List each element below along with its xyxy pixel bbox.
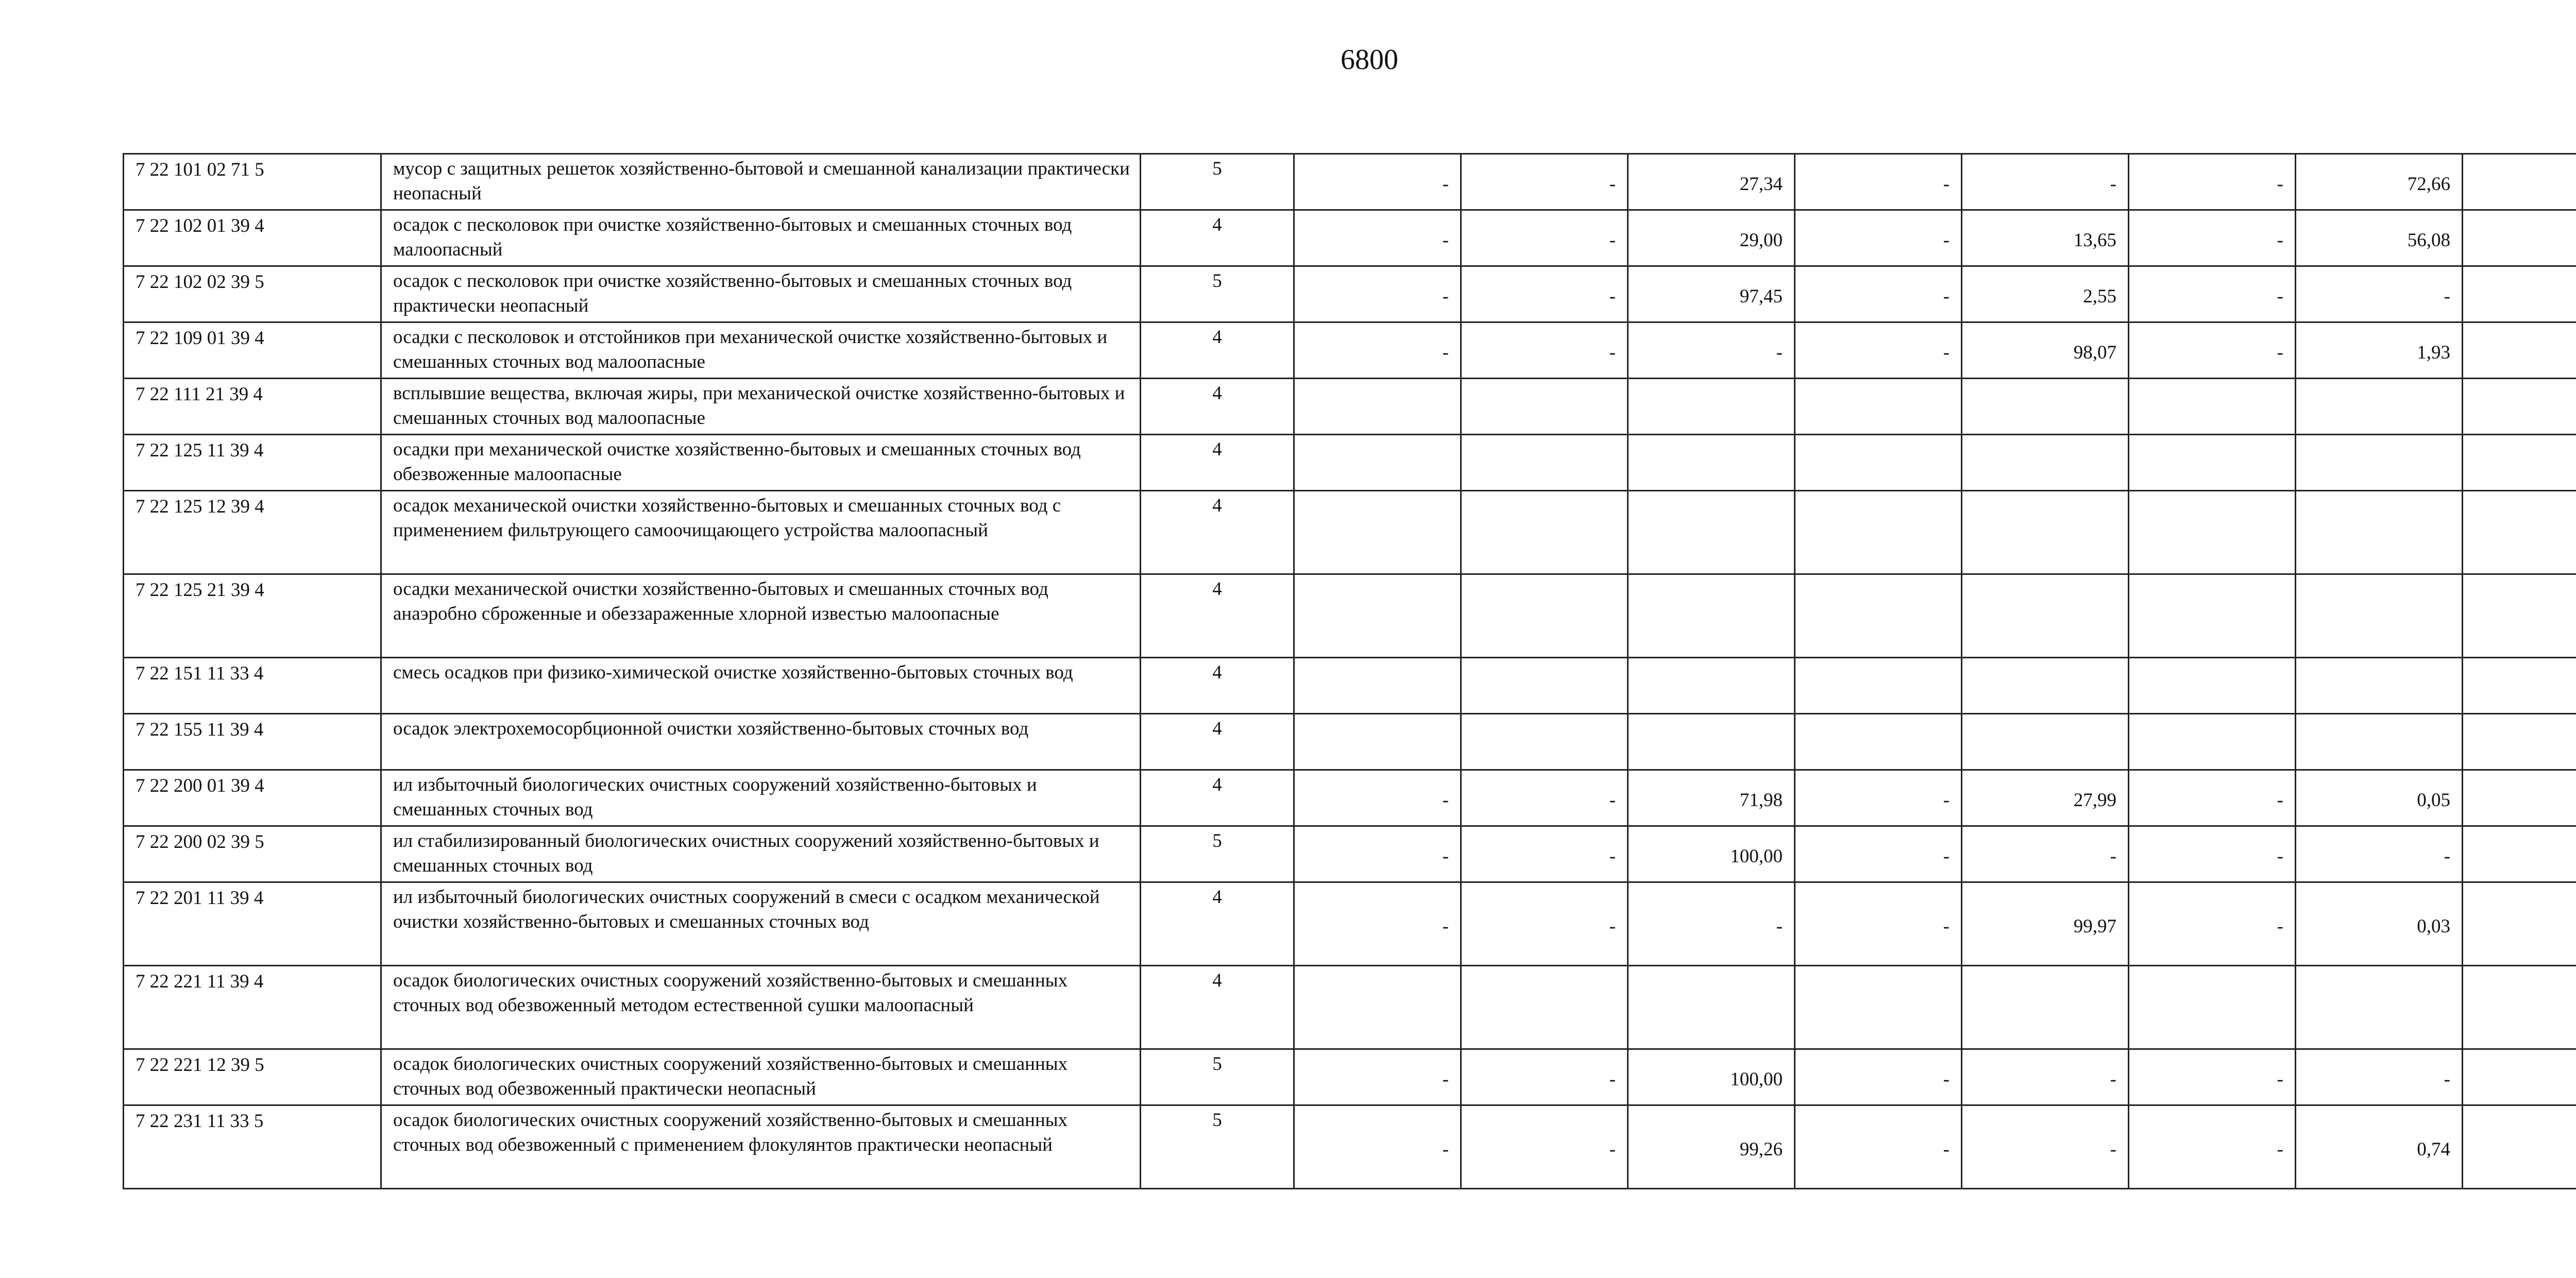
- table-row: [124, 322, 2576, 379]
- composition-value-cell: [2463, 210, 2576, 266]
- composition-value-cell: [2129, 435, 2296, 491]
- hazard-class-cell: 4: [1141, 210, 1294, 266]
- composition-value-cell: -: [1962, 826, 2129, 882]
- composition-value-cell: [1461, 714, 1628, 770]
- composition-value-cell: -: [1628, 322, 1795, 379]
- waste-code-cell: 7 22 151 11 33 4: [124, 658, 381, 714]
- table-row: [124, 966, 2576, 1049]
- hazard-class-cell: 4: [1141, 714, 1294, 770]
- composition-value-cell: -: [1628, 882, 1795, 966]
- composition-value-cell: -: [1795, 770, 1962, 826]
- page-number: 6800: [1341, 44, 1398, 76]
- composition-value-cell: [1294, 574, 1461, 658]
- composition-value-cell: [1795, 379, 1962, 435]
- composition-value-cell: 98,07: [1962, 322, 2129, 379]
- composition-value-cell: [2463, 882, 2576, 966]
- composition-value-cell: [2296, 379, 2463, 435]
- composition-value-cell: [2129, 714, 2296, 770]
- waste-code-cell: 7 22 109 01 39 4: [124, 322, 381, 379]
- composition-value-cell: [2463, 322, 2576, 379]
- composition-value-cell: -: [2129, 154, 2296, 210]
- composition-value-cell: -: [1461, 882, 1628, 966]
- hazard-class-cell: 5: [1141, 266, 1294, 322]
- waste-code-cell: 7 22 125 11 39 4: [124, 435, 381, 491]
- composition-value-cell: -: [1461, 154, 1628, 210]
- composition-value-cell: [2463, 658, 2576, 714]
- composition-value-cell: -: [1461, 1105, 1628, 1189]
- composition-value-cell: [2463, 435, 2576, 491]
- composition-value-cell: -: [2296, 826, 2463, 882]
- waste-name-cell: осадки при механической очистке хозяйственно-бытовых и смешанных сточных вод обезвоженные малоопасные: [381, 435, 1141, 491]
- composition-value-cell: [2296, 435, 2463, 491]
- composition-value-cell: [1795, 491, 1962, 574]
- composition-value-cell: [1628, 379, 1795, 435]
- waste-code-cell: 7 22 101 02 71 5: [124, 154, 381, 210]
- composition-value-cell: [1628, 435, 1795, 491]
- composition-value-cell: [1294, 966, 1461, 1049]
- composition-value-cell: -: [1461, 266, 1628, 322]
- composition-value-cell: 99,26: [1628, 1105, 1795, 1189]
- composition-value-cell: 97,45: [1628, 266, 1795, 322]
- composition-value-cell: 0,74: [2296, 1105, 2463, 1189]
- table-body: [124, 154, 2576, 1189]
- waste-name-cell: ил избыточный биологических очистных сооружений хозяйственно-бытовых и смешанных сточных вод: [381, 770, 1141, 826]
- composition-value-cell: [2129, 966, 2296, 1049]
- waste-code-cell: 7 22 221 11 39 4: [124, 966, 381, 1049]
- hazard-class-cell: 4: [1141, 379, 1294, 435]
- waste-name-cell: ил избыточный биологических очистных сооружений в смеси с осадком механической очистки хозяйственно-бытовых и смешанных сточных вод: [381, 882, 1141, 966]
- composition-value-cell: [2129, 574, 2296, 658]
- composition-value-cell: 99,97: [1962, 882, 2129, 966]
- composition-value-cell: [1795, 435, 1962, 491]
- hazard-class-cell: 4: [1141, 574, 1294, 658]
- composition-value-cell: 27,34: [1628, 154, 1795, 210]
- composition-value-cell: -: [1461, 770, 1628, 826]
- hazard-class-cell: 4: [1141, 658, 1294, 714]
- hazard-class-cell: 4: [1141, 435, 1294, 491]
- composition-value-cell: -: [1294, 882, 1461, 966]
- composition-value-cell: -: [2129, 1105, 2296, 1189]
- composition-value-cell: -: [1795, 1049, 1962, 1105]
- hazard-class-cell: 5: [1141, 826, 1294, 882]
- table-row: [124, 379, 2576, 435]
- composition-value-cell: [2463, 1105, 2576, 1189]
- waste-name-cell: осадок механической очистки хозяйственно-бытовых и смешанных сточных вод с применением фильтрующего самоочищающего устройства малоопасный: [381, 491, 1141, 574]
- composition-value-cell: -: [1294, 770, 1461, 826]
- composition-value-cell: 29,00: [1628, 210, 1795, 266]
- composition-value-cell: [1628, 574, 1795, 658]
- composition-value-cell: -: [1294, 1105, 1461, 1189]
- hazard-class-cell: 4: [1141, 322, 1294, 379]
- composition-value-cell: -: [1294, 266, 1461, 322]
- composition-value-cell: [1628, 966, 1795, 1049]
- composition-value-cell: [2296, 491, 2463, 574]
- composition-value-cell: -: [1795, 1105, 1962, 1189]
- composition-value-cell: 72,66: [2296, 154, 2463, 210]
- waste-code-cell: 7 22 201 11 39 4: [124, 882, 381, 966]
- composition-value-cell: [1962, 574, 2129, 658]
- composition-value-cell: [1962, 491, 2129, 574]
- composition-value-cell: [1461, 491, 1628, 574]
- table-row: [124, 1049, 2576, 1105]
- composition-value-cell: -: [1962, 1105, 2129, 1189]
- composition-value-cell: 100,00: [1628, 826, 1795, 882]
- composition-value-cell: -: [1962, 1049, 2129, 1105]
- composition-value-cell: [1962, 435, 2129, 491]
- composition-value-cell: -: [1461, 210, 1628, 266]
- composition-value-cell: [1294, 491, 1461, 574]
- waste-name-cell: осадки с песколовок и отстойников при механической очистке хозяйственно-бытовых и смешанных сточных вод малоопасные: [381, 322, 1141, 379]
- composition-value-cell: -: [1795, 882, 1962, 966]
- composition-value-cell: [2463, 826, 2576, 882]
- composition-value-cell: 0,03: [2296, 882, 2463, 966]
- composition-value-cell: -: [1294, 1049, 1461, 1105]
- waste-name-cell: смесь осадков при физико-химической очистке хозяйственно-бытовых сточных вод: [381, 658, 1141, 714]
- waste-name-cell: осадок электрохемосорбционной очистки хозяйственно-бытовых сточных вод: [381, 714, 1141, 770]
- composition-value-cell: [1628, 491, 1795, 574]
- composition-value-cell: [1962, 658, 2129, 714]
- composition-value-cell: 0,05: [2296, 770, 2463, 826]
- composition-value-cell: [1962, 966, 2129, 1049]
- waste-name-cell: осадок с песколовок при очистке хозяйственно-бытовых и смешанных сточных вод практически неопасный: [381, 266, 1141, 322]
- composition-value-cell: [1962, 379, 2129, 435]
- composition-value-cell: [2463, 1049, 2576, 1105]
- waste-name-cell: ил стабилизированный биологических очистных сооружений хозяйственно-бытовых и смешанных сточных вод: [381, 826, 1141, 882]
- waste-name-cell: всплывшие вещества, включая жиры, при механической очистке хозяйственно-бытовых и смешанных сточных вод малоопасные: [381, 379, 1141, 435]
- composition-value-cell: 13,65: [1962, 210, 2129, 266]
- composition-value-cell: -: [2129, 1049, 2296, 1105]
- composition-value-cell: [1628, 658, 1795, 714]
- table-row: [124, 658, 2576, 714]
- composition-value-cell: [1461, 435, 1628, 491]
- waste-name-cell: осадки механической очистки хозяйственно-бытовых и смешанных сточных вод анаэробно сброженные и обеззараженные хлорной известью малоопасные: [381, 574, 1141, 658]
- waste-name-cell: осадок с песколовок при очистке хозяйственно-бытовых и смешанных сточных вод малоопасный: [381, 210, 1141, 266]
- composition-value-cell: -: [1795, 266, 1962, 322]
- composition-value-cell: [2129, 658, 2296, 714]
- composition-value-cell: [2463, 770, 2576, 826]
- table-row: [124, 770, 2576, 826]
- waste-code-cell: 7 22 200 01 39 4: [124, 770, 381, 826]
- composition-value-cell: -: [2129, 266, 2296, 322]
- table-row: [124, 882, 2576, 966]
- waste-name-cell: мусор с защитных решеток хозяйственно-бытовой и смешанной канализации практически неопасный: [381, 154, 1141, 210]
- composition-value-cell: -: [1795, 154, 1962, 210]
- composition-value-cell: 27,99: [1962, 770, 2129, 826]
- composition-value-cell: -: [2129, 210, 2296, 266]
- composition-value-cell: [2463, 714, 2576, 770]
- composition-value-cell: -: [1461, 322, 1628, 379]
- composition-value-cell: -: [1795, 826, 1962, 882]
- waste-code-cell: 7 22 125 12 39 4: [124, 491, 381, 574]
- hazard-class-cell: 4: [1141, 491, 1294, 574]
- composition-value-cell: -: [1294, 210, 1461, 266]
- table-row: [124, 1105, 2576, 1189]
- composition-value-cell: 2,55: [1962, 266, 2129, 322]
- composition-value-cell: -: [2129, 826, 2296, 882]
- waste-name-cell: осадок биологических очистных сооружений хозяйственно-бытовых и смешанных сточных вод обезвоженный методом естественной сушки малоопасный: [381, 966, 1141, 1049]
- table-row: [124, 266, 2576, 322]
- hazard-class-cell: 4: [1141, 770, 1294, 826]
- waste-code-cell: 7 22 221 12 39 5: [124, 1049, 381, 1105]
- composition-value-cell: 100,00: [1628, 1049, 1795, 1105]
- composition-value-cell: -: [2129, 882, 2296, 966]
- table-row: [124, 574, 2576, 658]
- hazard-class-cell: 5: [1141, 154, 1294, 210]
- hazard-class-cell: 5: [1141, 1105, 1294, 1189]
- composition-value-cell: -: [1962, 154, 2129, 210]
- composition-value-cell: [1294, 379, 1461, 435]
- composition-value-cell: [1962, 714, 2129, 770]
- table-row: [124, 491, 2576, 574]
- composition-value-cell: [2463, 266, 2576, 322]
- waste-code-cell: 7 22 111 21 39 4: [124, 379, 381, 435]
- composition-value-cell: 56,08: [2296, 210, 2463, 266]
- composition-value-cell: -: [1795, 210, 1962, 266]
- composition-value-cell: [2463, 379, 2576, 435]
- composition-value-cell: 1,93: [2296, 322, 2463, 379]
- composition-value-cell: -: [1294, 826, 1461, 882]
- composition-value-cell: -: [1294, 322, 1461, 379]
- composition-value-cell: [1461, 658, 1628, 714]
- composition-value-cell: [2296, 966, 2463, 1049]
- composition-value-cell: -: [1294, 154, 1461, 210]
- hazard-class-cell: 5: [1141, 1049, 1294, 1105]
- waste-code-cell: 7 22 102 02 39 5: [124, 266, 381, 322]
- composition-value-cell: [1795, 714, 1962, 770]
- composition-value-cell: -: [2296, 266, 2463, 322]
- composition-value-cell: [1461, 574, 1628, 658]
- composition-value-cell: -: [2129, 770, 2296, 826]
- waste-classification-table: [123, 153, 2576, 1189]
- composition-value-cell: [2296, 574, 2463, 658]
- waste-code-cell: 7 22 200 02 39 5: [124, 826, 381, 882]
- waste-code-cell: 7 22 155 11 39 4: [124, 714, 381, 770]
- composition-value-cell: [1294, 435, 1461, 491]
- hazard-class-cell: 4: [1141, 882, 1294, 966]
- waste-code-cell: 7 22 102 01 39 4: [124, 210, 381, 266]
- table-row: [124, 714, 2576, 770]
- composition-value-cell: [2296, 658, 2463, 714]
- composition-value-cell: -: [2296, 1049, 2463, 1105]
- composition-value-cell: -: [1461, 826, 1628, 882]
- composition-value-cell: [1294, 714, 1461, 770]
- composition-value-cell: -: [1795, 322, 1962, 379]
- composition-value-cell: [1294, 658, 1461, 714]
- composition-value-cell: 71,98: [1628, 770, 1795, 826]
- composition-value-cell: [2463, 574, 2576, 658]
- waste-code-cell: 7 22 231 11 33 5: [124, 1105, 381, 1189]
- composition-value-cell: [1795, 574, 1962, 658]
- table-row: [124, 210, 2576, 266]
- composition-value-cell: -: [1461, 1049, 1628, 1105]
- composition-value-cell: [1628, 714, 1795, 770]
- composition-value-cell: [2296, 714, 2463, 770]
- composition-value-cell: [1461, 379, 1628, 435]
- composition-value-cell: [1795, 966, 1962, 1049]
- waste-name-cell: осадок биологических очистных сооружений хозяйственно-бытовых и смешанных сточных вод обезвоженный практически неопасный: [381, 1049, 1141, 1105]
- composition-value-cell: [2129, 491, 2296, 574]
- composition-value-cell: -: [2129, 322, 2296, 379]
- composition-value-cell: [1795, 658, 1962, 714]
- composition-value-cell: [1461, 966, 1628, 1049]
- table-row: [124, 154, 2576, 210]
- waste-code-cell: 7 22 125 21 39 4: [124, 574, 381, 658]
- composition-value-cell: [2463, 154, 2576, 210]
- table-row: [124, 435, 2576, 491]
- waste-name-cell: осадок биологических очистных сооружений хозяйственно-бытовых и смешанных сточных вод обезвоженный с применением флокулянтов практически неопасный: [381, 1105, 1141, 1189]
- composition-value-cell: [2463, 966, 2576, 1049]
- composition-value-cell: [2129, 379, 2296, 435]
- hazard-class-cell: 4: [1141, 966, 1294, 1049]
- composition-value-cell: [2463, 491, 2576, 574]
- table-row: [124, 826, 2576, 882]
